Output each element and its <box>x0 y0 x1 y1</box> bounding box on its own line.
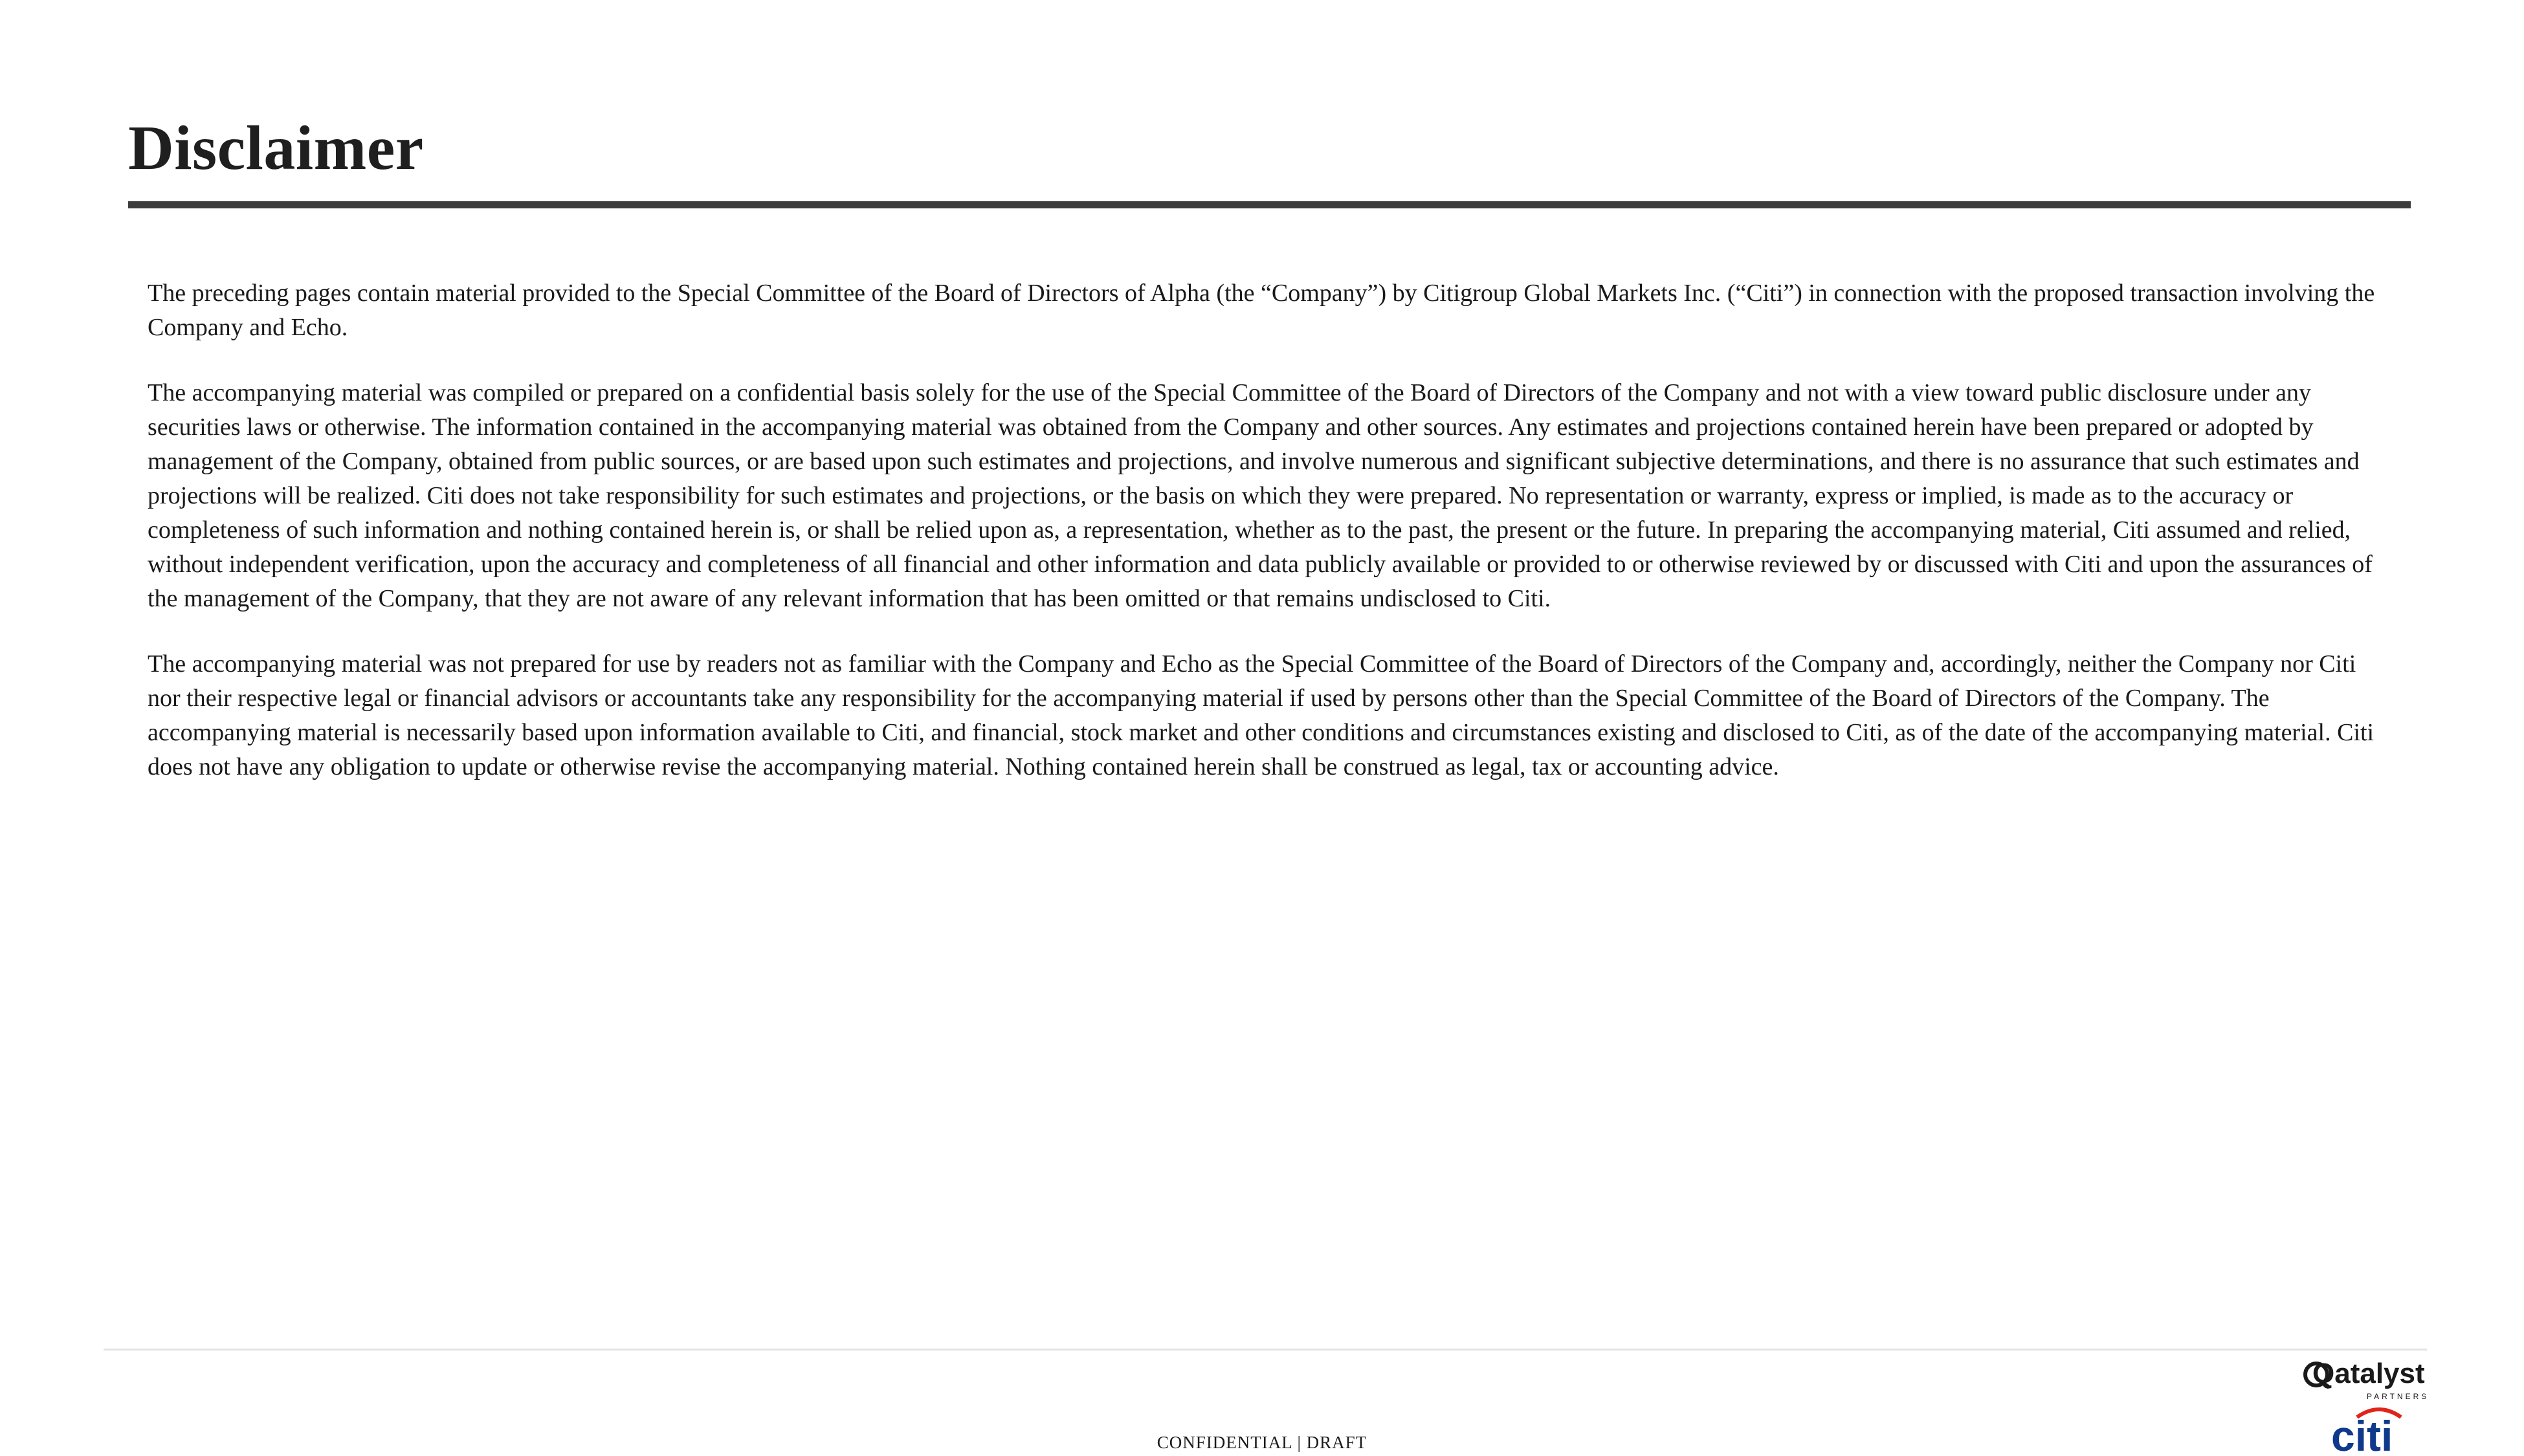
disclaimer-paragraph: The accompanying material was not prepared for use by readers not as familiar with the Company and Echo as the Special Committee of the Board of Directors of the Company and, accordingly, neither the Company nor Citi nor their respective legal or financial advisors or accountants take any responsibility for the accompanying material if used by persons other than the Special Committee of the Board of Directors of the Company. The accompanying material is necessarily based upon information available to Citi, and financial, stock market and other conditions and circumstances existing and disclosed to Citi, as of the date of the accompanying material. Citi does not have any obligation to update or otherwise revise the accompanying material. Nothing contained herein shall be construed as legal, tax or accounting advice. <box>148 650 2375 780</box>
confidentiality-label: CONFIDENTIAL | DRAFT <box>1157 1433 1367 1452</box>
disclaimer-paragraph: The accompanying material was compiled or prepared on a confidential basis solely for the use of the Special Committee of the Board of Directors of the Company and not with a view toward public disclosure under any securities laws or otherwise. The information contained in the accompanying material was obtained from the Company and other sources. Any estimates and projections contained herein have been prepared or adopted by management of the Company, obtained from public sources, or are based upon such estimates and projections, and involve numerous and significant subjective determinations, and there is no assurance that such estimates and projections will be realized. Citi does not take responsibility for such estimates and projections, or the basis on which they were prepared. No representation or warranty, express or implied, is made as to the accuracy or completeness of such information and nothing contained herein is, or shall be relied upon as, a representation, whether as to the past, the present or the future. In preparing the accompanying material, Citi assumed and relied, without independent verification, upon the accuracy and completeness of all financial and other information and data publicly available or provided to or otherwise reviewed by or discussed with Citi and upon the assurances of the management of the Company, that they are not aware of any relevant information that has been omitted or that remains undisclosed to Citi. <box>148 379 2373 612</box>
qatalyst-logo <box>2301 1352 2430 1404</box>
qatalyst-logo-tagline: PARTNERS <box>2367 1392 2430 1401</box>
citi-logo-wordmark: citi <box>2331 1412 2393 1455</box>
footer-divider <box>104 1349 2427 1351</box>
disclaimer-paragraph: The preceding pages contain material provided to the Special Committee of the Board of Directors of Alpha (the “Company”) by Citigroup Global Markets Inc. (“Citi”) in connection with the proposed transaction involving the Company and Echo. <box>148 280 2375 341</box>
page-title: Disclaimer <box>128 113 424 183</box>
disclaimer-body <box>148 276 2387 815</box>
title-divider <box>128 201 2411 208</box>
qatalyst-logo-wordmark: Qatalyst <box>2312 1358 2425 1389</box>
